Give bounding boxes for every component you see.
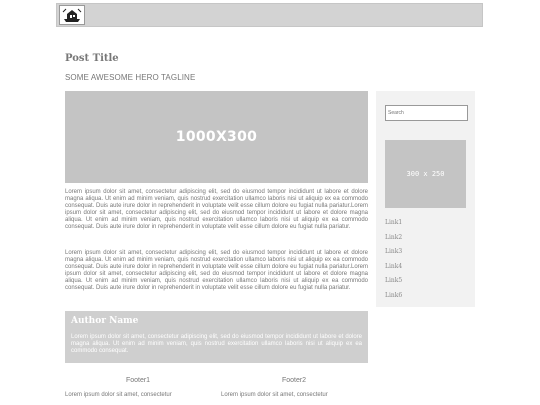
body-paragraph-2: Lorem ipsum dolor sit amet, consectetur adipiscing elit, sed do eiusmod tempor incididunt ut labore et dolore magna aliqua. Ut enim ad minim veniam, quis nostrud exercitation ullamco laboris nisi ut aliquip ex ea commodo consequat. Duis aute irure dolor in reprehenderit in voluptate velit esse cillum dolore eu fugiat nulla pariatur.Lorem ipsum dolor sit amet, consectetur adipiscing elit, sed do eiusmod tempor incididunt ut labore et dolore magna aliqua. Ut enim ad minim veniam, quis nostrud exercitation ullamco laboris nisi ut aliquip ex ea commodo consequat. Duis aute irure dolor in reprehenderit in voluptate velit esse cillum dolore eu fugiat nulla pariatur.	[65, 250, 368, 291]
sidebar-link-3[interactable]: Link3	[385, 248, 403, 255]
sidebar-link-2[interactable]: Link2	[385, 233, 403, 241]
sidebar-link-4[interactable]: Link4	[385, 262, 403, 270]
footer-text-2: Lorem ipsum dolor sit amet, consectetur	[221, 392, 328, 398]
search-input[interactable]	[385, 105, 468, 121]
sidebar-link-5[interactable]: Link5	[385, 277, 403, 284]
footer-title-1: Footer1	[125, 377, 151, 384]
hero-image-placeholder	[65, 91, 368, 183]
footer-column-2	[221, 377, 367, 399]
ad-size-label: 300 x 250	[406, 170, 445, 178]
header-bar	[56, 3, 483, 27]
hero-tagline: SOME AWESOME HERO TAGLINE	[65, 73, 196, 82]
footer-text-1: Lorem ipsum dolor sit amet, consectetur	[65, 392, 172, 398]
author-box	[65, 311, 368, 363]
sidebar-link-6[interactable]: Link6	[385, 291, 403, 299]
ad-placeholder	[385, 140, 466, 208]
author-bio: Lorem ipsum dolor sit amet, consectetur adipiscing elit, sed do eiusmod tempor incididunt ut labore et dolore magna aliqua. Ut enim ad minim veniam, quis nostrud exercitation ullamco laboris nisi ut aliquip ex ea commodo consequat.	[71, 334, 362, 354]
author-name: Author Name	[71, 316, 139, 326]
footer-title-2: Footer2	[281, 377, 307, 384]
hero-size-label: 1000X300	[175, 129, 258, 145]
body-paragraph-1: Lorem ipsum dolor sit amet, consectetur adipiscing elit, sed do eiusmod tempor incididunt ut labore et dolore magna aliqua. Ut enim ad minim veniam, quis nostrud exercitation ullamco laboris nisi ut aliquip ex ea commodo consequat. Duis aute irure dolor in reprehenderit in voluptate velit esse cillum dolore eu fugiat nulla pariatur.Lorem ipsum dolor sit amet, consectetur adipiscing elit, sed do eiusmod tempor incididunt ut labore et dolore magna aliqua. Ut enim ad minim veniam, quis nostrud exercitation ullamco laboris nisi ut aliquip ex ea commodo consequat. Duis aute irure dolor in reprehenderit in voluptate velit esse cillum dolore eu fugiat nulla pariatur.	[65, 189, 368, 230]
sidebar-link-1[interactable]: Link1	[385, 219, 403, 226]
sidebar	[376, 91, 475, 307]
footer-column-1	[65, 377, 211, 399]
sidebar-links	[385, 216, 402, 303]
house-boat-logo-icon	[62, 7, 82, 23]
site-logo[interactable]	[59, 5, 85, 25]
post-title: Post Title	[65, 53, 119, 64]
